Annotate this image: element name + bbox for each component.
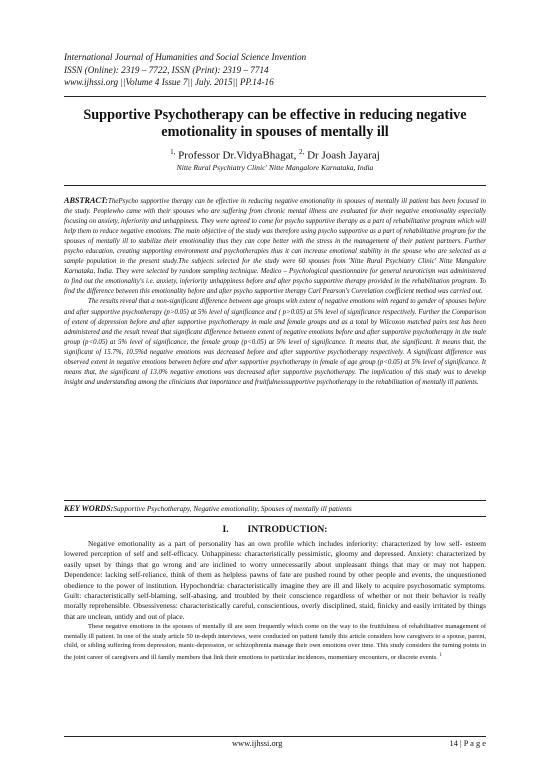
section-number: I. [222,524,229,535]
keywords-rule [64,516,486,517]
abstract-bottom-rule [64,500,486,501]
author2-mark: 2, [299,148,305,156]
journal-header [64,51,494,89]
footer-rule [64,736,486,737]
body-paragraph-1: Negative emotionality as a part of personality has an own profile which includes inferiority: characterized by low self- esteem lowered perception of self and self-efficacy. Unhappiness: characteristically pessimistic, gloomy and depressed. Anxiety: characterized by easily upset by things that go wrong and are inclined to worry unnecessarily about unpleasant things that may or may not happen. Dependence: lacking self-reliance, think of them as helpless pawns of fate are pushed round by other people and events, the unquestioned obedience to the power of institution. Hypochondria: characteristically imagine they are ill and likely to acquire psychosomatic symptoms. Guilt: characteristically self-blaming, self-abasing, and troubled by their conscience regardless of whether or not their behavior is really morally reprehensible. Obsessiveness: characteristically careful, conscientious, overly disciplined, staid, finicky and easily irritated by things that are unclean, untidy and out of place. [64,539,486,621]
abstract-paragraph-1 [64,196,486,297]
abstract-label: ABSTRACT: [64,196,108,205]
abstract-text-1: ThePsycho supportive therapy can be effective in reducing negative emotionality in spouses of mentally ill patient has been focused in the study. Peoplewho came with their spouses who are suffering from chronic mental illness are evaluated for their negative emotionality especially focusing on anxiety, inferiority and unhappiness. They were agreed to come for psycho supportive therapy as a part of rehabilitative program which will help them to reduce negative emotions. The main objective of the study was therefore using psycho supportive as a part of rehabilitative program for the spouses of mentally ill to stabilize their emotionality thus they can cope better with the stress in the management of their patient partners. Further psycho education, creating supporting environment and psychotherapies thus it can increase emotional stability in the spouse who are selected as a sample population in the present study.The subjects selected for the study were 60 spouses from 'Nitte Rural Psychiatry Clinic' Nitte Mangalore Karnataka, India. They were selected by random sampling technique. Medico – Psychological questionnaire for general neuroticism was administered to find out the emotionality's i.e. anxiety, inferiority unhappiness before and after psycho supportive therapy provided in the rehabilitation program. To find the difference between this emotionality before and after psycho supportive therapy Carl Pearson's Correlation coefficient method was carried out. [64,198,486,296]
keywords-label: KEY WORDS: [64,504,114,513]
abstract-top-rule [64,185,486,186]
section-heading [64,524,486,536]
affiliation: Nitte Rural Psychiatry Clinic' Nitte Mangalore Karnataka, India [176,163,374,172]
section-title: INTRODUCTION: [247,524,328,535]
journal-volume: www.ijhssi.org ||Volume 4 Issue 7|| July. 2015|| PP.14-16 [64,77,274,88]
author2-name: Dr Joash Jayaraj [307,149,380,162]
header-rule [64,96,486,97]
body-text [64,539,486,662]
body-paragraph-2 [64,622,486,662]
paper-title: Supportive Psychotherapy can be effective in reducing negative emotionality in spouses of mentally ill [83,107,467,140]
journal-issn: ISSN (Online): 2319 – 7722, ISSN (Print): 2319 – 7714 [64,64,269,75]
author-line [64,146,486,163]
footer-page-number: 14 | P a g e [449,739,486,748]
author1-mark: 1, [170,148,176,156]
reference-mark: 1 [439,652,442,658]
keywords-text: Supportive Psychotherapy, Negative emotionality, Spouses of mentally ill patients [113,504,352,513]
author1-name: Professor Dr.VidyaBhagat, [178,149,297,162]
journal-name: International Journal of Humanities and Social Science Invention [64,52,307,62]
footer-site: www.ijhssi.org [232,739,283,748]
body-paragraph-2-text: These negative emotions in the spouses of mentally ill are seen frequently which come on the way to the fruitfulness of rehabilitative management of mentally ill patient. In one of the study article 50 in-depth interviews, were conducted on patient family this article considers how caregivers to a spouse, parent, child, or sibling suffering from depression, manic-depression, or schizophrenia manage their own emotions over time. This study considers the turning points in the joint career of caregivers and ill family members that link their emotions to particular incidences, momentary encounters, or discrete events. [64,623,486,661]
abstract [64,196,486,388]
keywords [64,504,486,514]
abstract-paragraph-2: The results reveal that a non-significant difference between age groups with extent of negative emotions with regard to gender of spouses before and after supportive psychotherapy (p>0.05) at 5% level of significance and ( p>0.05) at 5% level of significance respectively. Further the Comparison of extent of depression before and after supportive psychotherapy in male and female groups and as a total by Wilcoxon matched pairs test has been administered and the result reveal that significant difference between extent of negative emotions before and after supportive psychotherapy in the male group (p<0.05) at 5% level of significance, the female group (p<0.05) at 5% level of significance. It means that, the significant. It means that, the significant of 15.7%, 10.5%d negative emotions was decreased before and after supportive psychotherapy respectively. A significant difference was observed extent in negative emotions between before and after supportive psychotherapy in female of age group (p<0.05) at 5% level of significance. It means that, the significant of 13.0% negative emotions was decreased after supportive psychotherapy. The implication of this study was to develop insight and understanding among the clinicians that importance and fruitfulnesssupportive psychotherapy in the rehabilitation of mentally ill patients. [64,298,486,386]
